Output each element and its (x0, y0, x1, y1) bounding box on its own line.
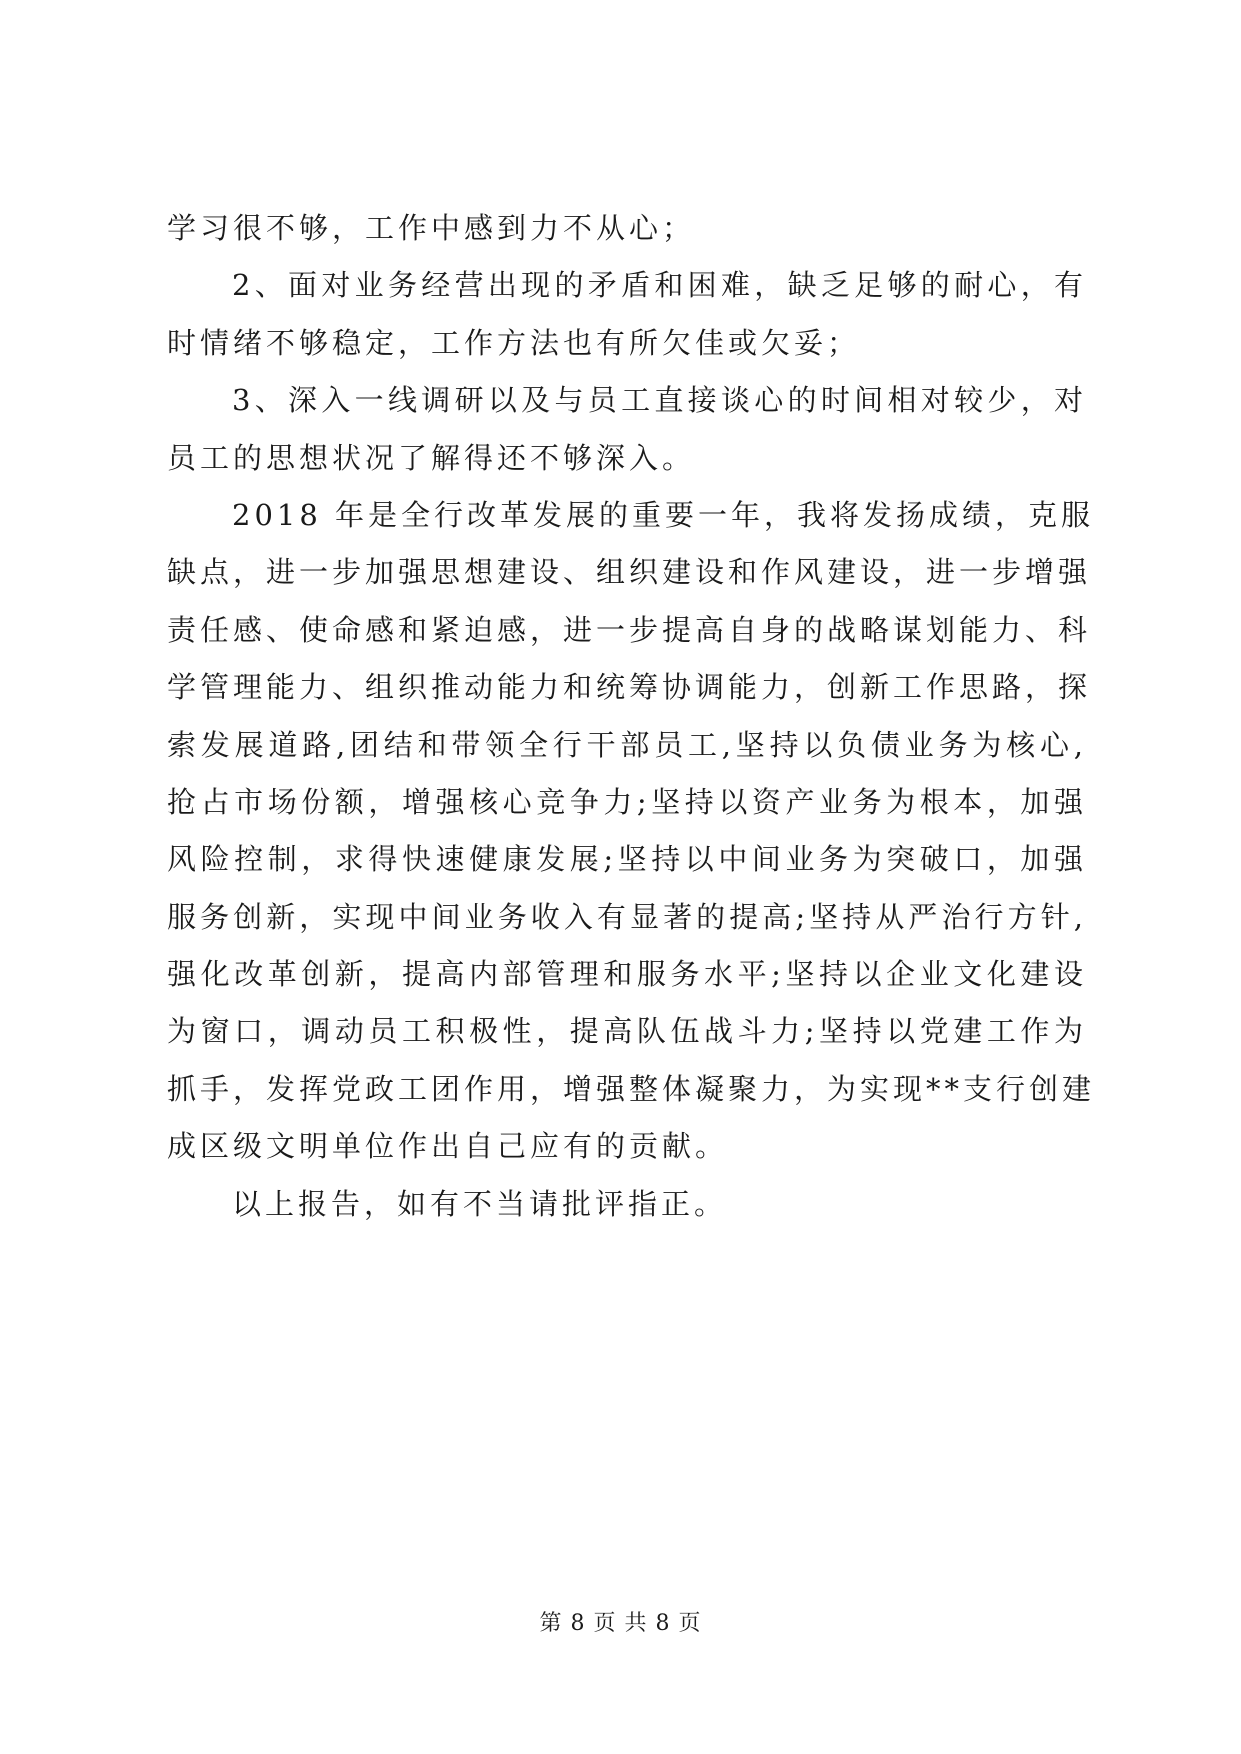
text-line: 索发展道路,团结和带领全行干部员工,坚持以负债业务为核心, (167, 727, 1087, 762)
text-line: 学习很不够，工作中感到力不从心； (167, 211, 696, 245)
text-line: 抓手，发挥党政工团作用，增强整体凝聚力，为实现**支行创建 (167, 1071, 1096, 1106)
text-line: 学管理能力、组织推动能力和统筹协调能力，创新工作思路，探 (167, 670, 1092, 705)
text-line: 风险控制，求得快速健康发展;坚持以中间业务为突破口，加强 (167, 842, 1087, 877)
text-line: 服务创新，实现中间业务收入有显著的提高;坚持从严治行方针, (167, 899, 1087, 934)
text-line: 时情绪不够稳定，工作方法也有所欠佳或欠妥； (167, 325, 861, 360)
text-line: 2、面对业务经营出现的矛盾和困难，缺乏足够的耐心，有 (232, 268, 1087, 303)
text-line: 责任感、使命感和紧迫感，进一步提高自身的战略谋划能力、科 (167, 612, 1092, 647)
text-line: 员工的思想状况了解得还不够深入。 (167, 440, 696, 475)
text-line: 为窗口，调动员工积极性，提高队伍战斗力;坚持以党建工作为 (167, 1014, 1087, 1049)
text-line: 强化改革创新，提高内部管理和服务水平;坚持以企业文化建设 (167, 957, 1087, 992)
text-line: 3、深入一线调研以及与员工直接谈心的时间相对较少，对 (232, 383, 1087, 418)
document-body (167, 200, 1096, 1233)
text-line: 抢占市场份额，增强核心竞争力;坚持以资产业务为根本，加强 (167, 784, 1087, 819)
text-line: 缺点，进一步加强思想建设、组织建设和作风建设，进一步增强 (167, 555, 1092, 590)
text-line: 以上报告，如有不当请批评指正。 (232, 1186, 728, 1221)
page-footer: 第 8 页 共 8 页 (539, 1611, 702, 1636)
text-line: 2018 年是全行改革发展的重要一年，我将发扬成绩，克服 (232, 497, 1095, 532)
text-line: 成区级文明单位作出自己应有的贡献。 (167, 1129, 729, 1164)
